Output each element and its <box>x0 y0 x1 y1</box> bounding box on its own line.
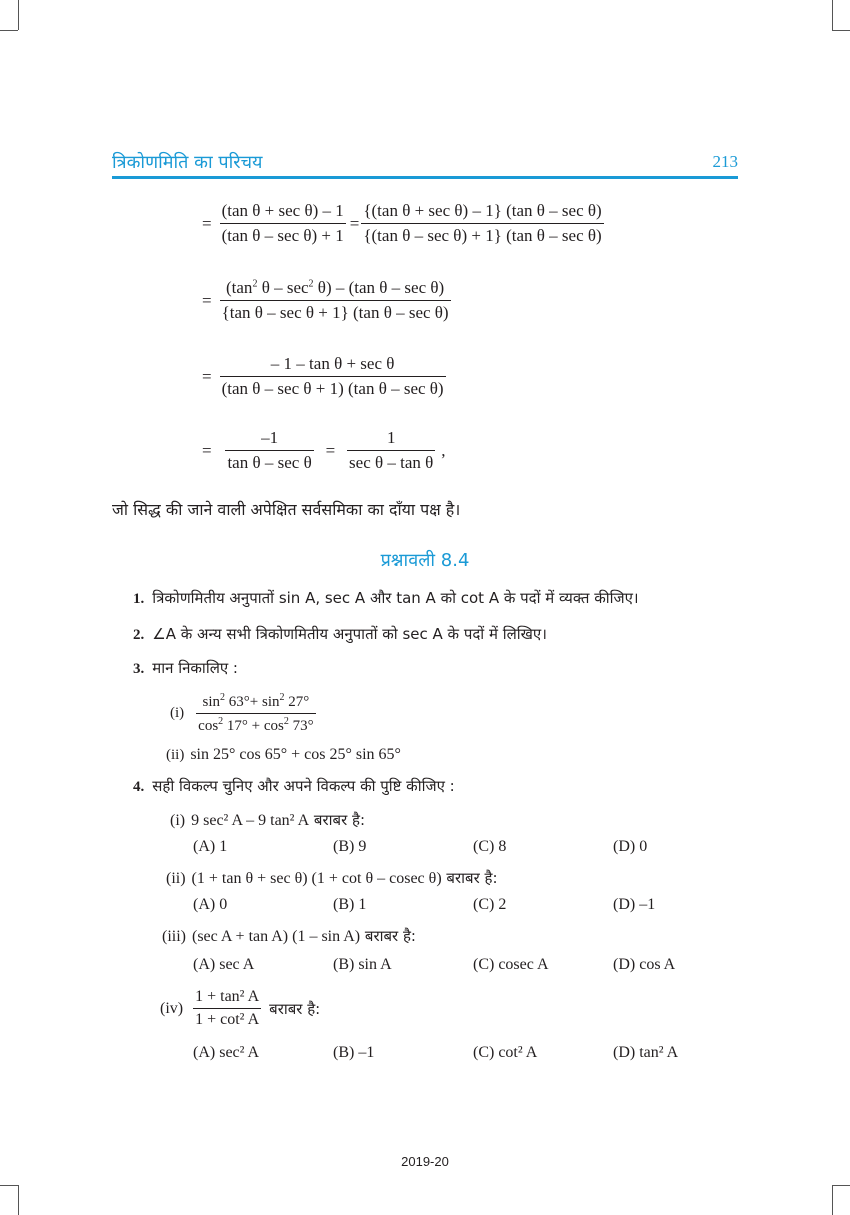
superscript: 2 <box>283 716 289 727</box>
fraction <box>341 428 441 473</box>
numerator <box>224 278 446 300</box>
option-a: (A) 0 <box>193 896 228 913</box>
proof-step-2 <box>202 278 451 323</box>
equals-sign: = <box>202 213 212 233</box>
question-3-part-ii <box>166 746 401 764</box>
option-d: (D) 0 <box>613 838 648 855</box>
options-row <box>193 956 703 974</box>
chapter-title: त्रिकोणमिति का परिचय <box>112 152 263 173</box>
equals-sign: = <box>202 440 212 460</box>
fraction <box>361 201 603 246</box>
part-label: (iii) <box>162 928 186 945</box>
suffix-text: बराबर है: <box>364 927 416 945</box>
crop-mark <box>832 0 833 30</box>
equals-sign: = <box>202 290 212 310</box>
suffix-text: बराबर है: <box>313 811 365 829</box>
question-number: 1. <box>133 591 145 607</box>
crop-mark <box>0 1185 18 1186</box>
superscript: 2 <box>308 278 314 290</box>
numerator-part: θ) – (tan θ – sec θ) <box>317 278 445 297</box>
option-a: (A) 1 <box>193 838 228 855</box>
denominator: tan θ – sec θ <box>225 450 313 473</box>
crop-mark <box>0 30 18 31</box>
question-4-part-ii <box>166 868 498 888</box>
question-1 <box>133 588 639 608</box>
option-b: (B) 1 <box>333 896 367 913</box>
option-c: (C) 8 <box>473 838 507 855</box>
denominator-part: 17° + cos <box>226 718 284 734</box>
footer-year: 2019-20 <box>401 1154 449 1169</box>
numerator: 1 <box>386 428 396 447</box>
expression: 9 sec² A – 9 tan² A <box>191 812 310 829</box>
denominator: {tan θ – sec θ + 1} (tan θ – sec θ) <box>220 300 451 323</box>
option-d: (D) –1 <box>613 896 656 913</box>
numerator: –1 <box>261 428 279 447</box>
question-number: 4. <box>133 779 145 795</box>
option-c: (C) cosec A <box>473 956 549 973</box>
numerator: 1 + tan² A <box>195 988 260 1005</box>
numerator: (tan θ + sec θ) – 1 <box>221 201 344 220</box>
numerator-part: 27° <box>288 694 310 710</box>
option-d: (D) cos A <box>613 956 676 973</box>
part-label: (i) <box>170 812 186 829</box>
options-row <box>193 896 703 914</box>
proof-conclusion: जो सिद्ध की जाने वाली अपेक्षित सर्वसमिका का दाँया पक्ष है। <box>112 500 461 519</box>
denominator: (tan θ – sec θ) + 1 <box>220 223 346 246</box>
proof-step-3 <box>202 354 446 399</box>
page-number: 213 <box>712 152 738 171</box>
crop-mark <box>832 30 850 31</box>
fraction <box>220 354 446 399</box>
question-4-part-iii <box>162 926 416 946</box>
superscript: 2 <box>218 716 224 727</box>
question-2 <box>133 624 547 644</box>
superscript: 2 <box>279 692 285 703</box>
options-row <box>193 1044 703 1062</box>
proof-step-1 <box>202 201 604 246</box>
option-a: (A) sec A <box>193 956 255 973</box>
expression: (1 + tan θ + sec θ) (1 + cot θ – cosec θ) <box>191 870 442 887</box>
crop-mark <box>832 1185 833 1215</box>
question-number: 3. <box>133 661 145 677</box>
part-label: (ii) <box>166 870 186 887</box>
question-4 <box>133 776 455 796</box>
denominator-part: cos <box>198 718 219 734</box>
fraction <box>220 278 451 323</box>
question-number: 2. <box>133 627 145 643</box>
option-c: (C) cot² A <box>473 1044 538 1061</box>
equals-sign: = <box>325 440 336 460</box>
fraction <box>196 692 315 735</box>
denominator: 1 + cot² A <box>193 1008 261 1029</box>
options-row <box>193 838 703 856</box>
option-b: (B) –1 <box>333 1044 375 1061</box>
comma: , <box>441 440 446 460</box>
question-text: मान निकालिए : <box>152 659 238 677</box>
expression: sin 25° cos 65° + cos 25° sin 65° <box>190 746 401 763</box>
fraction <box>220 201 346 246</box>
superscript: 2 <box>220 692 226 703</box>
expression: (sec A + tan A) (1 – sin A) <box>192 928 361 945</box>
equals-sign: = <box>202 366 212 386</box>
part-label: (i) <box>170 705 185 721</box>
suffix-text: बराबर है: <box>446 869 498 887</box>
crop-mark <box>18 0 19 30</box>
question-3-part-i <box>170 692 316 735</box>
denominator: sec θ – tan θ <box>347 450 435 473</box>
numerator: {(tan θ + sec θ) – 1} (tan θ – sec θ) <box>363 201 602 220</box>
option-b: (B) 9 <box>333 838 367 855</box>
equals-sign: = <box>349 213 360 233</box>
numerator-part: sin <box>202 694 221 710</box>
denominator <box>196 713 315 735</box>
question-text: सही विकल्प चुनिए और अपने विकल्प की पुष्टि कीजिए : <box>152 777 455 795</box>
question-text: ∠A के अन्य सभी त्रिकोणमितीय अनुपातों को sec A के पदों में लिखिए। <box>152 625 547 643</box>
part-label: (ii) <box>166 747 185 763</box>
option-c: (C) 2 <box>473 896 507 913</box>
denominator: (tan θ – sec θ + 1) (tan θ – sec θ) <box>220 376 446 399</box>
question-4-part-i <box>170 810 365 830</box>
part-label: (iv) <box>160 999 184 1017</box>
fraction <box>220 428 320 473</box>
suffix-text: बराबर है: <box>269 999 321 1018</box>
crop-mark <box>18 1185 19 1215</box>
denominator: {(tan θ – sec θ) + 1} (tan θ – sec θ) <box>361 223 603 246</box>
option-a: (A) sec² A <box>193 1044 260 1061</box>
question-3 <box>133 658 238 678</box>
numerator-part: θ – sec <box>261 278 309 297</box>
exercise-title: प्रश्नावली 8.4 <box>380 550 470 571</box>
option-b: (B) sin A <box>333 956 392 973</box>
question-text: त्रिकोणमितीय अनुपातों sin A, sec A और tan A को cot A के पदों में व्यक्त कीजिए। <box>152 589 639 607</box>
numerator: – 1 – tan θ + sec θ <box>270 354 395 373</box>
denominator-part: 73° <box>292 718 314 734</box>
fraction <box>193 988 261 1029</box>
numerator-part: (tan <box>226 278 253 297</box>
numerator <box>201 692 312 713</box>
question-4-part-iv <box>160 988 320 1029</box>
proof-step-4 <box>202 428 445 473</box>
numerator-part: 63°+ sin <box>228 694 280 710</box>
crop-mark <box>832 1185 850 1186</box>
superscript: 2 <box>252 278 258 290</box>
header-rule <box>112 176 738 179</box>
option-d: (D) tan² A <box>613 1044 679 1061</box>
